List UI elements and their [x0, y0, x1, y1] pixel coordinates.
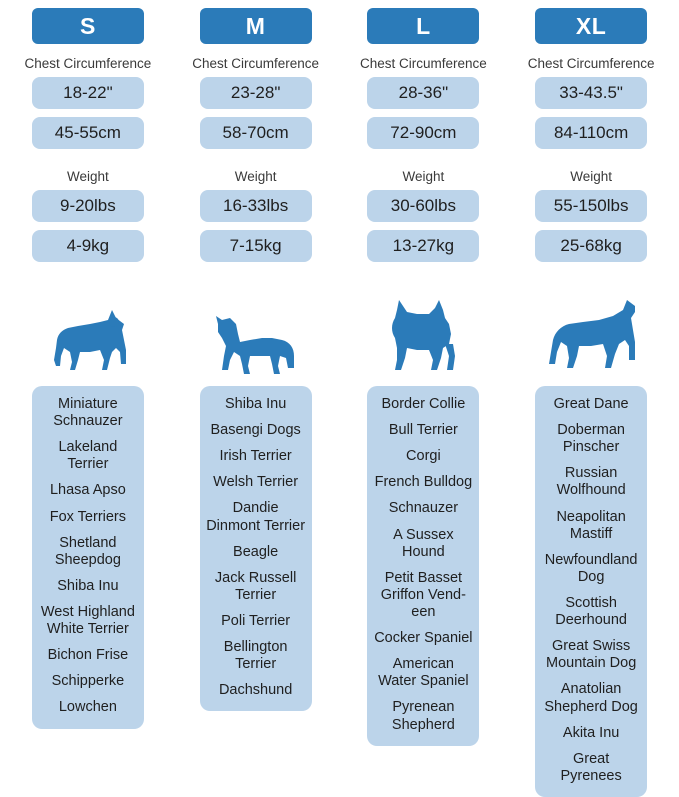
list-item: Great Swiss Mountain Dog	[545, 638, 637, 672]
list-item: Shiba Inu	[224, 396, 287, 412]
size-column-xl	[507, 4, 675, 797]
list-item: Pyrenean Shepherd	[391, 699, 455, 733]
list-item: Doberman Pinscher	[557, 422, 625, 456]
weight-kg-m: 7-15kg	[200, 230, 312, 262]
list-item: Welsh Terrier	[213, 474, 299, 491]
dog-silhouette-large-icon	[373, 284, 473, 380]
weight-lbs-xl: 55-150lbs	[535, 190, 647, 222]
list-item: Border Collie	[381, 396, 466, 412]
list-item: American Water Spaniel	[378, 656, 469, 690]
chest-inches-xl: 33-43.5"	[535, 77, 647, 109]
list-item: Dandie Dinmont Terrier	[206, 500, 306, 534]
list-item: Beagle	[233, 543, 279, 560]
chest-cm-s: 45-55cm	[32, 117, 144, 149]
size-header-s: S	[32, 8, 144, 44]
chest-inches-m: 23-28"	[200, 77, 312, 109]
weight-lbs-m: 16-33lbs	[200, 190, 312, 222]
list-item: Akita Inu	[562, 724, 620, 741]
list-item: Scottish Deerhound	[555, 594, 627, 629]
list-item: Lakeland Terrier	[58, 439, 118, 473]
list-item: Schipperke	[51, 673, 125, 690]
dog-silhouette-medium-icon	[206, 284, 306, 380]
list-item: Shetland Sheepdog	[54, 534, 121, 568]
dog-silhouette-small-icon	[42, 284, 134, 380]
weight-label-xl: Weight	[570, 169, 613, 184]
list-item: Poli Terrier	[221, 612, 291, 629]
list-item: Shiba Inu	[57, 577, 119, 594]
list-item: Jack Russell Terrier	[214, 569, 297, 603]
list-item: Schnauzer	[388, 500, 459, 517]
weight-kg-l: 13-27kg	[367, 230, 479, 262]
list-item: Basengi Dogs	[210, 422, 301, 439]
list-item: Corgi	[406, 448, 441, 465]
chest-inches-s: 18-22"	[32, 77, 144, 109]
weight-lbs-s: 9-20lbs	[32, 190, 144, 222]
list-item: Newfoundland Dog	[544, 551, 638, 585]
weight-label-s: Weight	[66, 169, 109, 184]
list-item: Cocker Spaniel	[374, 630, 473, 647]
list-item: Bichon Frise	[47, 647, 129, 664]
size-header-m: M	[200, 8, 312, 44]
breed-list-l	[367, 386, 479, 746]
size-column-m	[172, 4, 340, 797]
size-column-s	[4, 4, 172, 797]
breed-list-xl	[535, 386, 647, 797]
list-item: Lowchen	[58, 699, 117, 716]
chest-inches-l: 28-36"	[367, 77, 479, 109]
list-item: Neapolitan Mastiff	[556, 508, 626, 542]
chest-label-l: Chest Circumference	[359, 56, 487, 71]
weight-lbs-l: 30-60lbs	[367, 190, 479, 222]
size-column-l	[340, 4, 508, 797]
size-header-xl: XL	[535, 8, 647, 44]
list-item: Great Pyrenees	[560, 750, 622, 784]
list-item: Anatolian Shepherd Dog	[544, 681, 638, 715]
list-item: Bull Terrier	[388, 422, 458, 439]
list-item: French Bulldog	[374, 474, 473, 491]
list-item: A Sussex Hound	[393, 526, 454, 560]
chest-label-s: Chest Circumference	[24, 56, 152, 71]
list-item: Fox Terriers	[49, 508, 127, 525]
chest-label-m: Chest Circumference	[192, 56, 320, 71]
list-item: Great Dane	[553, 396, 629, 412]
weight-kg-xl: 25-68kg	[535, 230, 647, 262]
chest-cm-m: 58-70cm	[200, 117, 312, 149]
list-item: Irish Terrier	[219, 448, 292, 465]
chest-label-xl: Chest Circumference	[527, 56, 655, 71]
weight-label-l: Weight	[402, 169, 445, 184]
weight-label-m: Weight	[234, 169, 277, 184]
list-item: Miniature Schnauzer	[53, 396, 123, 430]
list-item: Russian Wolfhound	[556, 465, 626, 499]
list-item: West Highland White Terrier	[40, 603, 135, 638]
list-item: Bellington Terrier	[223, 639, 288, 673]
breed-list-m	[200, 386, 312, 711]
size-header-l: L	[367, 8, 479, 44]
chest-cm-xl: 84-110cm	[535, 117, 647, 149]
weight-kg-s: 4-9kg	[32, 230, 144, 262]
list-item: Petit Basset Griffon Vend-een	[380, 569, 466, 620]
chest-cm-l: 72-90cm	[367, 117, 479, 149]
breed-list-s	[32, 386, 144, 729]
dog-silhouette-xlarge-icon	[539, 284, 643, 380]
list-item: Dachshund	[218, 682, 293, 699]
list-item: Lhasa Apso	[49, 482, 126, 499]
